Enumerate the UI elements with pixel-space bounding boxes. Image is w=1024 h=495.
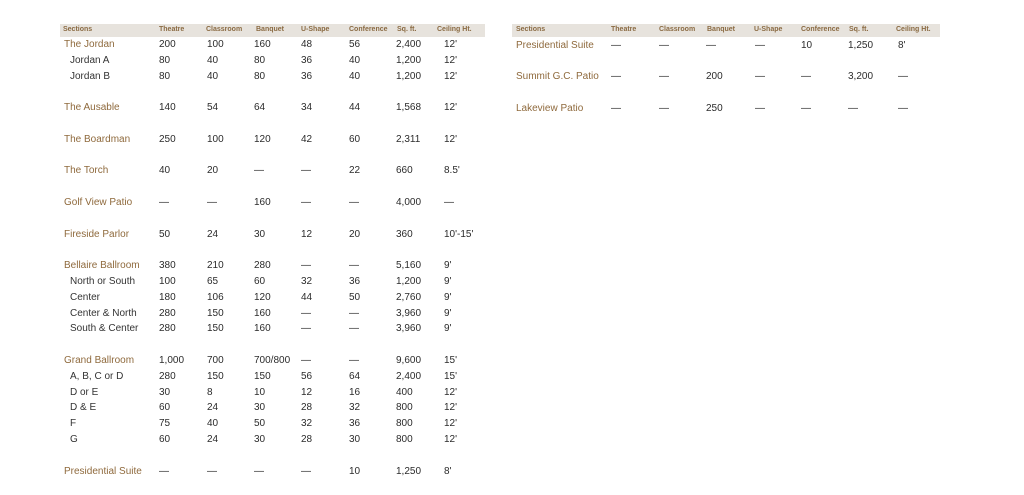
table-cell: 10'-15' [444,228,474,240]
table-cell: 44 [301,291,313,303]
table-cell: — [659,71,669,83]
table-cell: 160 [254,39,271,50]
table-cell: 60 [254,276,266,287]
table-cell: 48 [301,39,313,50]
table-cell: 150 [254,370,271,382]
table-cell: — [301,260,311,272]
table-cell: 40 [159,165,171,177]
table-cell: 32 [301,276,313,287]
table-cell: 8' [898,40,906,51]
table-cell: 200 [159,39,176,50]
table-cell: 360 [396,228,413,240]
table-cell: — [159,465,169,477]
table-cell: 80 [254,54,266,66]
table-cell: — [207,197,217,208]
table-cell: 80 [159,54,171,66]
table-cell: 9' [444,276,452,287]
table-cell: — [755,71,765,83]
table-cell: 54 [207,102,219,114]
section-name: The Torch [64,165,109,177]
table-cell: 15' [444,370,458,382]
table-cell: 8' [444,465,452,477]
table-cell: 8.5' [444,165,460,177]
table-cell: 700 [207,355,224,366]
table-cell: — [706,40,716,51]
column-header: Sections [516,26,546,33]
table-cell: 120 [254,291,271,303]
table-cell: — [755,40,765,51]
table-cell: 56 [301,370,313,382]
table-cell: — [301,323,311,335]
table-cell: — [301,197,311,208]
table-cell: — [611,71,621,83]
table-row [60,197,485,211]
table-cell: 42 [301,133,313,145]
table-cell: 100 [207,39,224,50]
section-name: Presidential Suite [64,465,142,477]
column-header: Sections [63,26,93,33]
table-cell: 50 [159,228,171,240]
table-cell: 40 [207,54,219,66]
table-cell: 9' [444,260,452,272]
table-cell: 160 [254,323,271,335]
table-cell: 180 [159,291,176,303]
column-header: Ceiling Ht. [896,26,931,33]
table-row [60,55,485,69]
table-cell: 12' [444,39,458,50]
section-name: South & Center [70,323,139,335]
section-name: Presidential Suite [516,40,594,51]
table-cell: 140 [159,102,176,114]
table-cell: 280 [159,370,176,382]
column-header: Classroom [206,26,243,33]
table-row [512,103,940,117]
table-cell: 12' [444,133,458,145]
section-name: The Jordan [64,39,115,50]
section-name: G [70,434,78,445]
table-cell: 20 [207,165,219,177]
section-name: D & E [70,402,97,414]
section-name: Bellaire Ballroom [64,260,140,272]
table-row [512,40,940,54]
table-cell: 5,160 [396,260,422,272]
table-cell: — [611,40,621,51]
section-name: Jordan A [70,54,110,66]
table-cell: 10 [801,40,813,51]
table-cell: 12 [301,228,313,240]
table-cell: 28 [301,434,313,445]
table-cell: 250 [706,102,723,114]
column-header: Banquet [707,26,735,33]
table-cell: 4,000 [396,197,422,208]
table-cell: 700/800 [254,355,291,366]
table-cell: — [755,102,765,114]
table-cell: 1,200 [396,70,422,82]
table-row [60,39,485,53]
table-cell: 1,250 [396,465,422,477]
right-capacity-table [512,24,940,134]
table-cell: 100 [159,276,176,287]
table-cell: — [801,71,811,83]
table-row [60,371,485,385]
table-cell: 50 [254,418,266,430]
table-cell: 1,568 [396,102,422,114]
table-row [60,276,485,290]
table-cell: 10 [349,465,361,477]
table-cell: 24 [207,402,219,414]
table-row [60,355,485,369]
table-cell: 800 [396,434,413,445]
column-header: Conference [349,26,388,33]
table-cell: 60 [349,133,361,145]
table-cell: 36 [349,418,361,430]
table-cell: 34 [301,102,313,114]
table-cell: 40 [349,54,361,66]
column-header: Sq. ft. [397,26,417,33]
table-cell: — [254,465,264,477]
table-row [60,323,485,337]
column-header: U-Shape [301,26,330,33]
table-cell: 40 [207,70,219,82]
section-name: Center [70,291,101,303]
table-cell: 15' [444,355,458,366]
table-row [60,418,485,432]
table-cell: 120 [254,133,271,145]
table-cell: 36 [301,54,313,66]
column-header: Classroom [659,26,696,33]
section-name: Fireside Parlor [64,228,130,240]
table-cell: 280 [159,323,176,335]
table-cell: 280 [159,307,176,319]
table-cell: 800 [396,418,413,430]
table-cell: 12' [444,386,458,398]
table-cell: 22 [349,165,361,177]
table-cell: 36 [301,70,313,82]
section-name: Center & North [70,307,137,319]
section-name: F [70,418,77,430]
table-cell: — [349,260,359,272]
table-cell: 150 [207,307,224,319]
table-cell: — [801,102,811,114]
table-cell: 30 [349,434,361,445]
column-header: Sq. ft. [849,26,869,33]
table-cell: 2,311 [396,133,421,145]
table-cell: 32 [301,418,313,430]
table-cell: 210 [207,260,224,272]
table-cell: 44 [349,102,361,114]
table-cell: 32 [349,402,361,414]
table-cell: 150 [207,323,224,335]
table-row [60,102,485,116]
table-cell: 2,400 [396,39,422,50]
table-cell: — [659,102,669,114]
table-cell: 9,600 [396,355,422,366]
table-cell: 50 [349,291,361,303]
table-cell: 40 [349,70,361,82]
table-cell: 12' [444,418,458,430]
table-row [60,308,485,322]
table-cell: — [207,465,217,477]
table-cell: 660 [396,165,413,177]
table-cell: 1,200 [396,54,422,66]
table-cell: 30 [254,434,266,445]
table-cell: 250 [159,133,176,145]
table-row [60,134,485,148]
table-cell: 3,960 [396,307,422,319]
table-cell: 9' [444,291,452,303]
table-cell: 65 [207,276,219,287]
table-cell: 30 [254,402,266,414]
table-row [60,402,485,416]
table-cell: 9' [444,307,452,319]
table-cell: — [254,165,264,177]
table-row [60,466,485,480]
column-header: Ceiling Ht. [437,26,472,33]
table-cell: — [898,71,908,83]
table-cell: 8 [207,386,213,398]
table-cell: — [301,355,311,366]
table-cell: 12' [444,434,458,445]
table-row [60,292,485,306]
table-cell: — [349,323,359,335]
table-cell: 106 [207,291,224,303]
table-cell: 80 [159,70,171,82]
table-cell: 80 [254,70,266,82]
section-name: The Boardman [64,133,131,145]
table-row [512,71,940,85]
table-cell: 1,250 [848,40,874,51]
table-row [60,165,485,179]
table-cell: 12' [444,102,458,114]
table-cell: 60 [159,402,171,414]
table-cell: 40 [207,418,219,430]
column-header: Conference [801,26,840,33]
left-capacity-table [60,24,485,489]
table-cell: 160 [254,197,271,208]
table-cell: — [159,197,169,208]
column-header: Banquet [256,26,284,33]
table-cell: — [301,465,311,477]
section-name: Summit G.C. Patio [516,71,599,83]
table-cell: — [301,165,311,177]
table-cell: — [444,197,454,208]
table-cell: 150 [207,370,224,382]
section-name: D or E [70,386,99,398]
table-row [60,71,485,85]
table-cell: 380 [159,260,176,272]
table-cell: 200 [706,71,723,83]
table-row [60,229,485,243]
table-cell: 75 [159,418,171,430]
column-header: U-Shape [754,26,783,33]
table-cell: 64 [254,102,266,114]
table-cell: — [349,307,359,319]
section-name: North or South [70,276,136,287]
section-name: Jordan B [70,70,111,82]
table-cell: — [349,197,359,208]
table-cell: 12' [444,54,458,66]
table-cell: 20 [349,228,361,240]
table-cell: 10 [254,386,266,398]
table-cell: — [611,102,621,114]
table-cell: — [659,40,669,51]
table-cell: 160 [254,307,271,319]
table-cell: 30 [254,228,266,240]
table-cell: 36 [349,276,361,287]
table-cell: 2,760 [396,291,422,303]
table-cell: 24 [207,434,219,445]
table-row [60,387,485,401]
table-cell: — [898,102,908,114]
table-cell: 100 [207,133,224,145]
section-name: Grand Ballroom [64,355,135,366]
table-row [60,260,485,274]
table-cell: 28 [301,402,313,414]
table-cell: 800 [396,402,413,414]
table-cell: 3,960 [396,323,422,335]
table-cell: 30 [159,386,171,398]
table-cell: 400 [396,386,413,398]
table-cell: 56 [349,39,361,50]
section-name: Lakeview Patio [516,102,584,114]
table-cell: 9' [444,323,452,335]
table-cell: 60 [159,434,171,445]
section-name: Golf View Patio [64,197,133,208]
table-row [60,434,485,448]
table-cell: — [301,307,311,319]
table-cell: 280 [254,260,271,272]
table-cell: 16 [349,386,361,398]
table-cell: 3,200 [848,71,874,83]
table-cell: — [848,102,858,114]
section-name: The Ausable [64,102,120,114]
column-header: Theatre [159,26,185,33]
table-cell: 2,400 [396,370,422,382]
table-cell: 24 [207,228,219,240]
table-cell: 1,000 [159,355,185,366]
table-cell: 64 [349,370,361,382]
table-cell: 12 [301,386,313,398]
table-cell: 1,200 [396,276,422,287]
column-header: Theatre [611,26,637,33]
table-cell: — [349,355,359,366]
section-name: A, B, C or D [70,370,124,382]
table-cell: 12' [444,402,458,414]
table-cell: 12' [444,70,458,82]
